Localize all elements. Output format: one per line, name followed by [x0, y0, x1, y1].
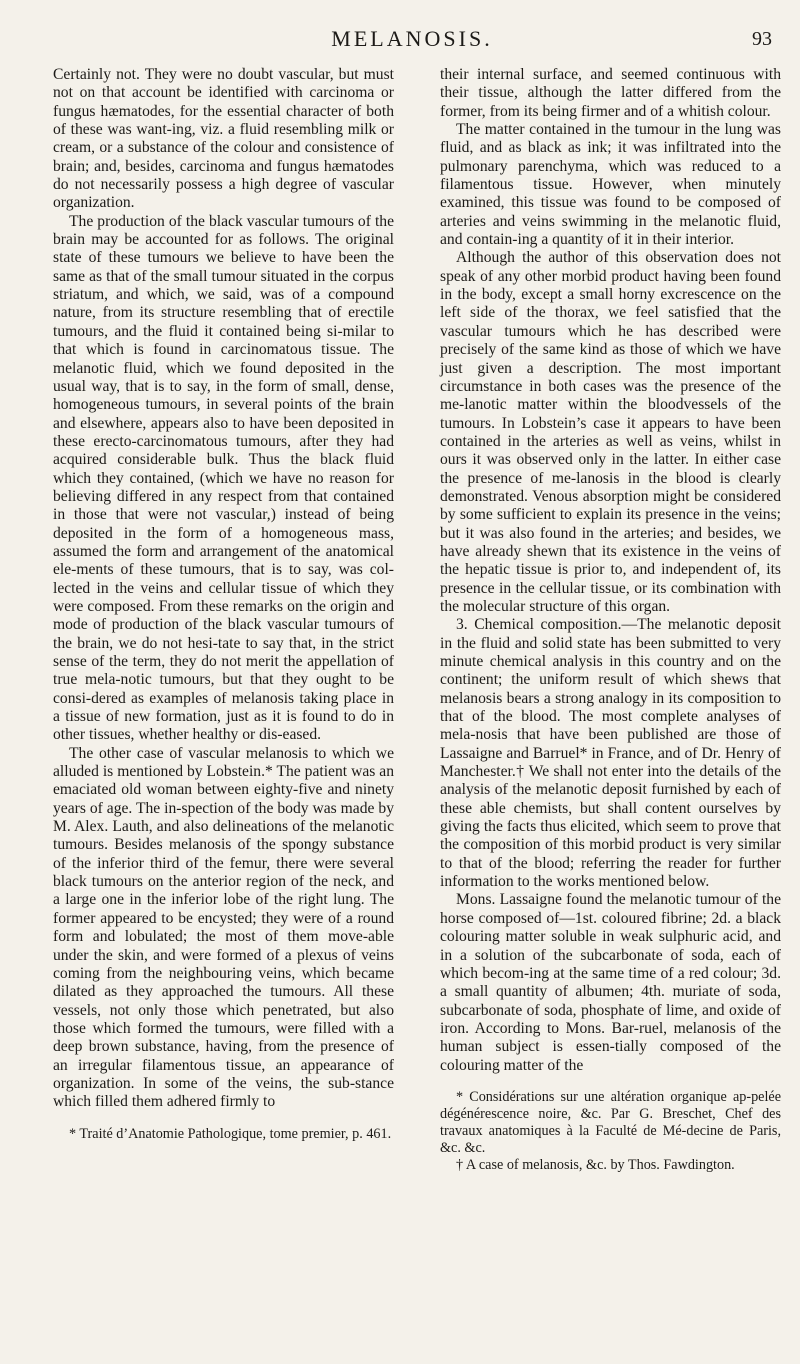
footnote: * Considérations sur une altération organique ap-pelée dégénérescence noire, &c. Par G. Breschet, Chef des travaux anatomiques à la Faculté de Mé-decine de Paris, &c. &c. — [440, 1088, 781, 1156]
paragraph: 3. Chemical composition.—The melanotic deposit in the fluid and solid state has been submitted to very minute chemical analysis in this country and on the continent; the uniform result of which shews that melanosis bears a strong analogy in its composition to that of the blood. The most complete analyses of mela-nosis that have been published are those of Lassaigne and Barruel* in France, and of Dr. Henry of Manchester.† We shall not enter into the details of the analysis of the melanotic deposit furnished by each of these able chemists, but shall content ourselves by giving the facts thus elicited, which seem to prove that the composition of this morbid product is very similar to that of the blood; referring the reader for further information to the works mentioned below. — [440, 616, 781, 891]
footnotes — [440, 1089, 781, 1174]
page-number: 93 — [752, 28, 772, 50]
right-column — [440, 66, 781, 1174]
left-column — [53, 66, 394, 1143]
paragraph: their internal surface, and seemed continuous with their tissue, although the latter differed from the former, from its being firmer and of a whitish colour. — [440, 66, 781, 120]
paragraph: The matter contained in the tumour in the lung was fluid, and as black as ink; it was infiltrated into the pulmonary parenchyma, which was reduced to a filamentous tissue. However, when minutely examined, this tissue was found to be composed of arteries and veins swimming in the melanotic fluid, and contain-ing a quantity of it in their interior. — [440, 121, 781, 249]
running-title: MELANOSIS. — [331, 26, 493, 51]
paragraph: Although the author of this observation does not speak of any other morbid product having been found in the body, except a small horny excrescence on the left side of the thorax, we feel satisfied that the vascular tumours which he has described were precisely of the same kind as those of which we have just given a description. The most important circumstance in both cases was the presence of the me-lanotic matter within the bloodvessels of the tumours. In Lobstein’s case it appears to have been contained in the arteries as well as veins, whilst in ours it was observed only in the latter. In either case the presence of me-lanosis in the blood is clearly demonstrated. Venous absorption might be considered by some sufficient to explain its presence in the veins; but it was also found in the arteries; and besides, we have already shewn that its existence in the veins of the hepatic tissue is prior to, and independent of, its presence in the cellular tissue, or its combination with the molecular structure of this organ. — [440, 249, 781, 615]
page-header — [52, 26, 772, 56]
paragraph: Certainly not. They were no doubt vascular, but must not on that account be identified with carcinoma or fungus hæmatodes, for the essential character of both of these was want-ing, viz. a fluid resembling milk or cream, or a substance of the colour and consistence of brain; and, besides, carcinoma and fungus hæmatodes do not necessarily possess a high degree of vascular organization. — [53, 66, 394, 212]
footnote: † A case of melanosis, &c. by Thos. Fawdington. — [456, 1156, 735, 1173]
footnotes — [53, 1126, 394, 1143]
paragraph: Mons. Lassaigne found the melanotic tumour of the horse composed of—1st. coloured fibrine; 2d. a black colouring matter soluble in weak sulphuric acid, and in a solution of the subcarbonate of soda, each of which becom-ing at the same time of a red colour; 3d. a small quantity of albumen; 4th. muriate of soda, subcarbonate of soda, phosphate of lime, and oxide of iron. According to Mons. Bar-ruel, melanosis of the human subject is essen-tially composed of the colouring matter of the — [440, 891, 781, 1074]
footnote: * Traité d’Anatomie Pathologique, tome premier, p. 461. — [69, 1125, 392, 1142]
paragraph: The other case of vascular melanosis to which we alluded is mentioned by Lobstein.* The patient was an emaciated old woman between eighty-five and ninety years of age. The in-spection of the body was made by M. Alex. Lauth, and also delineations of the melanotic tumours. Besides melanosis of the spongy substance of the inferior third of the femur, there were several black tumours on the anterior region of the neck, and a large one in the inferior lobe of the right lung. The former appeared to be encysted; they were of a round form and lobulated; the most of them move-able under the skin, and were formed of a plexus of veins coming from the neighbouring veins, which became dilated as they approached the tumours. All these vessels, not only those which penetrated, but also those which formed the tumours, were filled with a deep brown substance, having, from the presence of an irregular filamentous tissue, an appearance of organization. In some of the veins, the sub-stance which filled them adhered firmly to — [53, 744, 394, 1111]
paragraph: The production of the black vascular tumours of the brain may be accounted for as follows. The original state of these tumours we believe to have been the same as that of the small tumour situated in the corpus striatum, and which, we said, was of a compound nature, from its structure resembling that of erectile tumours, and the fluid it contained being si-milar to that which is found in carcinomatous tissue. The melanotic fluid, which we found deposited in the usual way, that is to say, in the form of small, dense, homogeneous tumours, in several points of the brain and elsewhere, appears also to have been deposited in these erecto-carcinomatous tumours, after they had acquired considerable bulk. Thus the black fluid which they contained, (which we have no reason for believing differed in any respect from that contained in those that were not vascular,) instead of being deposited in the form of a homogeneous mass, assumed the form and arrangement of the anatomical ele-ments of these tumours, that is to say, was col-lected in the veins and cellular tissue of which they were composed. From these remarks on the origin and mode of production of the black vascular tumours of the brain, we do not hesi-tate to say that, in the strict sense of the term, they do not merit the appellation of true mela-notic tumours, but that they ought to be consi-dered as examples of melanosis taking place in a tissue of new formation, just as it is found to do in other tissues, whether healthy or dis-eased. — [53, 212, 394, 744]
